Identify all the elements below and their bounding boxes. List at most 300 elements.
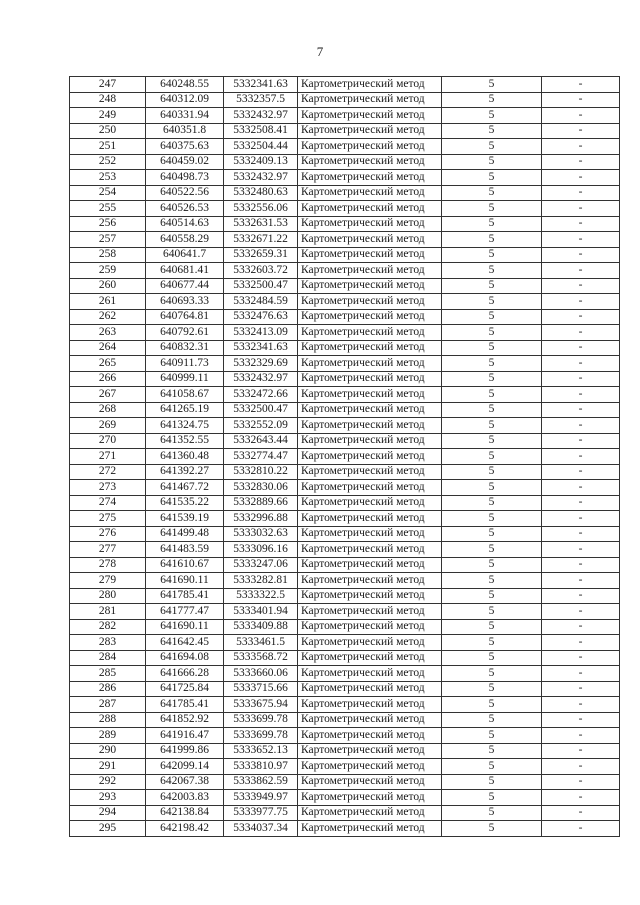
table-row xyxy=(70,650,620,666)
y-coordinate-cell: 5332603.72 xyxy=(224,263,298,279)
y-coordinate-cell: 5334037.34 xyxy=(224,821,298,837)
method-cell: Картометрический метод xyxy=(298,588,442,604)
method-cell: Картометрический метод xyxy=(298,573,442,589)
point-number-cell: 260 xyxy=(70,278,146,294)
note-cell: - xyxy=(542,371,620,387)
point-number-cell: 285 xyxy=(70,666,146,682)
method-cell: Картометрический метод xyxy=(298,728,442,744)
x-coordinate-cell: 641324.75 xyxy=(146,418,224,434)
y-coordinate-cell: 5333247.06 xyxy=(224,557,298,573)
y-coordinate-cell: 5333568.72 xyxy=(224,650,298,666)
x-coordinate-cell: 641467.72 xyxy=(146,480,224,496)
note-cell: - xyxy=(542,759,620,775)
accuracy-cell: 5 xyxy=(442,154,542,170)
method-cell: Картометрический метод xyxy=(298,123,442,139)
table-row xyxy=(70,433,620,449)
table-row xyxy=(70,557,620,573)
x-coordinate-cell: 642198.42 xyxy=(146,821,224,837)
method-cell: Картометрический метод xyxy=(298,759,442,775)
point-number-cell: 265 xyxy=(70,356,146,372)
y-coordinate-cell: 5332341.63 xyxy=(224,340,298,356)
table-row xyxy=(70,805,620,821)
y-coordinate-cell: 5333675.94 xyxy=(224,697,298,713)
accuracy-cell: 5 xyxy=(442,278,542,294)
table-row xyxy=(70,526,620,542)
table-row xyxy=(70,108,620,124)
y-coordinate-cell: 5332643.44 xyxy=(224,433,298,449)
table-row xyxy=(70,92,620,108)
method-cell: Картометрический метод xyxy=(298,216,442,232)
table-row xyxy=(70,511,620,527)
table-row xyxy=(70,542,620,558)
note-cell: - xyxy=(542,278,620,294)
y-coordinate-cell: 5332341.63 xyxy=(224,77,298,93)
note-cell: - xyxy=(542,418,620,434)
table-row xyxy=(70,573,620,589)
accuracy-cell: 5 xyxy=(442,542,542,558)
point-number-cell: 283 xyxy=(70,635,146,651)
accuracy-cell: 5 xyxy=(442,356,542,372)
method-cell: Картометрический метод xyxy=(298,480,442,496)
accuracy-cell: 5 xyxy=(442,232,542,248)
point-number-cell: 264 xyxy=(70,340,146,356)
x-coordinate-cell: 641785.41 xyxy=(146,697,224,713)
method-cell: Картометрический метод xyxy=(298,263,442,279)
point-number-cell: 287 xyxy=(70,697,146,713)
point-number-cell: 288 xyxy=(70,712,146,728)
accuracy-cell: 5 xyxy=(442,108,542,124)
x-coordinate-cell: 641690.11 xyxy=(146,619,224,635)
method-cell: Картометрический метод xyxy=(298,743,442,759)
x-coordinate-cell: 641916.47 xyxy=(146,728,224,744)
table-row xyxy=(70,139,620,155)
method-cell: Картометрический метод xyxy=(298,774,442,790)
point-number-cell: 259 xyxy=(70,263,146,279)
method-cell: Картометрический метод xyxy=(298,526,442,542)
note-cell: - xyxy=(542,309,620,325)
point-number-cell: 270 xyxy=(70,433,146,449)
note-cell: - xyxy=(542,712,620,728)
method-cell: Картометрический метод xyxy=(298,449,442,465)
note-cell: - xyxy=(542,588,620,604)
point-number-cell: 261 xyxy=(70,294,146,310)
method-cell: Картометрический метод xyxy=(298,821,442,837)
accuracy-cell: 5 xyxy=(442,340,542,356)
y-coordinate-cell: 5333282.81 xyxy=(224,573,298,589)
note-cell: - xyxy=(542,511,620,527)
point-number-cell: 263 xyxy=(70,325,146,341)
point-number-cell: 271 xyxy=(70,449,146,465)
note-cell: - xyxy=(542,92,620,108)
table-row xyxy=(70,294,620,310)
method-cell: Картометрический метод xyxy=(298,650,442,666)
y-coordinate-cell: 5332504.44 xyxy=(224,139,298,155)
x-coordinate-cell: 640514.63 xyxy=(146,216,224,232)
table-row xyxy=(70,387,620,403)
point-number-cell: 255 xyxy=(70,201,146,217)
method-cell: Картометрический метод xyxy=(298,387,442,403)
point-number-cell: 286 xyxy=(70,681,146,697)
y-coordinate-cell: 5332472.66 xyxy=(224,387,298,403)
method-cell: Картометрический метод xyxy=(298,201,442,217)
y-coordinate-cell: 5333409.88 xyxy=(224,619,298,635)
point-number-cell: 266 xyxy=(70,371,146,387)
method-cell: Картометрический метод xyxy=(298,247,442,263)
x-coordinate-cell: 641360.48 xyxy=(146,449,224,465)
table-row xyxy=(70,77,620,93)
note-cell: - xyxy=(542,294,620,310)
y-coordinate-cell: 5332500.47 xyxy=(224,278,298,294)
x-coordinate-cell: 642003.83 xyxy=(146,790,224,806)
note-cell: - xyxy=(542,77,620,93)
table-row xyxy=(70,619,620,635)
y-coordinate-cell: 5332552.09 xyxy=(224,418,298,434)
x-coordinate-cell: 640526.53 xyxy=(146,201,224,217)
accuracy-cell: 5 xyxy=(442,449,542,465)
table-row xyxy=(70,759,620,775)
y-coordinate-cell: 5332480.63 xyxy=(224,185,298,201)
y-coordinate-cell: 5332432.97 xyxy=(224,170,298,186)
point-number-cell: 277 xyxy=(70,542,146,558)
accuracy-cell: 5 xyxy=(442,216,542,232)
x-coordinate-cell: 640498.73 xyxy=(146,170,224,186)
accuracy-cell: 5 xyxy=(442,263,542,279)
x-coordinate-cell: 640248.55 xyxy=(146,77,224,93)
accuracy-cell: 5 xyxy=(442,526,542,542)
point-number-cell: 248 xyxy=(70,92,146,108)
y-coordinate-cell: 5333810.97 xyxy=(224,759,298,775)
accuracy-cell: 5 xyxy=(442,139,542,155)
note-cell: - xyxy=(542,728,620,744)
accuracy-cell: 5 xyxy=(442,464,542,480)
accuracy-cell: 5 xyxy=(442,743,542,759)
table-row xyxy=(70,774,620,790)
x-coordinate-cell: 641483.59 xyxy=(146,542,224,558)
x-coordinate-cell: 641535.22 xyxy=(146,495,224,511)
note-cell: - xyxy=(542,263,620,279)
y-coordinate-cell: 5333322.5 xyxy=(224,588,298,604)
accuracy-cell: 5 xyxy=(442,309,542,325)
method-cell: Картометрический метод xyxy=(298,805,442,821)
table-row xyxy=(70,170,620,186)
method-cell: Картометрический метод xyxy=(298,340,442,356)
note-cell: - xyxy=(542,542,620,558)
note-cell: - xyxy=(542,108,620,124)
accuracy-cell: 5 xyxy=(442,604,542,620)
x-coordinate-cell: 641610.67 xyxy=(146,557,224,573)
point-number-cell: 258 xyxy=(70,247,146,263)
point-number-cell: 280 xyxy=(70,588,146,604)
table-row xyxy=(70,449,620,465)
y-coordinate-cell: 5332659.31 xyxy=(224,247,298,263)
y-coordinate-cell: 5333032.63 xyxy=(224,526,298,542)
table-row xyxy=(70,123,620,139)
y-coordinate-cell: 5333401.94 xyxy=(224,604,298,620)
accuracy-cell: 5 xyxy=(442,650,542,666)
note-cell: - xyxy=(542,216,620,232)
point-number-cell: 252 xyxy=(70,154,146,170)
table-row xyxy=(70,263,620,279)
method-cell: Картометрический метод xyxy=(298,619,442,635)
accuracy-cell: 5 xyxy=(442,433,542,449)
y-coordinate-cell: 5332774.47 xyxy=(224,449,298,465)
accuracy-cell: 5 xyxy=(442,635,542,651)
y-coordinate-cell: 5332556.06 xyxy=(224,201,298,217)
table-row xyxy=(70,464,620,480)
point-number-cell: 292 xyxy=(70,774,146,790)
x-coordinate-cell: 641690.11 xyxy=(146,573,224,589)
accuracy-cell: 5 xyxy=(442,805,542,821)
accuracy-cell: 5 xyxy=(442,418,542,434)
method-cell: Картометрический метод xyxy=(298,309,442,325)
x-coordinate-cell: 640558.29 xyxy=(146,232,224,248)
note-cell: - xyxy=(542,619,620,635)
table-row xyxy=(70,325,620,341)
point-number-cell: 253 xyxy=(70,170,146,186)
table-row xyxy=(70,278,620,294)
point-number-cell: 257 xyxy=(70,232,146,248)
table-row xyxy=(70,604,620,620)
table-row xyxy=(70,418,620,434)
note-cell: - xyxy=(542,154,620,170)
table-row xyxy=(70,309,620,325)
x-coordinate-cell: 641499.48 xyxy=(146,526,224,542)
y-coordinate-cell: 5332671.22 xyxy=(224,232,298,248)
x-coordinate-cell: 642067.38 xyxy=(146,774,224,790)
accuracy-cell: 5 xyxy=(442,759,542,775)
method-cell: Картометрический метод xyxy=(298,325,442,341)
point-number-cell: 262 xyxy=(70,309,146,325)
note-cell: - xyxy=(542,666,620,682)
accuracy-cell: 5 xyxy=(442,666,542,682)
accuracy-cell: 5 xyxy=(442,294,542,310)
note-cell: - xyxy=(542,650,620,666)
x-coordinate-cell: 640331.94 xyxy=(146,108,224,124)
y-coordinate-cell: 5333660.06 xyxy=(224,666,298,682)
accuracy-cell: 5 xyxy=(442,123,542,139)
point-number-cell: 256 xyxy=(70,216,146,232)
x-coordinate-cell: 640459.02 xyxy=(146,154,224,170)
note-cell: - xyxy=(542,774,620,790)
note-cell: - xyxy=(542,232,620,248)
method-cell: Картометрический метод xyxy=(298,154,442,170)
note-cell: - xyxy=(542,495,620,511)
accuracy-cell: 5 xyxy=(442,247,542,263)
table-row xyxy=(70,728,620,744)
accuracy-cell: 5 xyxy=(442,712,542,728)
table-row xyxy=(70,247,620,263)
y-coordinate-cell: 5333949.97 xyxy=(224,790,298,806)
note-cell: - xyxy=(542,356,620,372)
method-cell: Картометрический метод xyxy=(298,418,442,434)
table-row xyxy=(70,356,620,372)
accuracy-cell: 5 xyxy=(442,619,542,635)
y-coordinate-cell: 5333096.16 xyxy=(224,542,298,558)
method-cell: Картометрический метод xyxy=(298,92,442,108)
note-cell: - xyxy=(542,123,620,139)
y-coordinate-cell: 5332413.09 xyxy=(224,325,298,341)
table-row xyxy=(70,681,620,697)
point-number-cell: 290 xyxy=(70,743,146,759)
note-cell: - xyxy=(542,697,620,713)
table-row xyxy=(70,821,620,837)
x-coordinate-cell: 641265.19 xyxy=(146,402,224,418)
method-cell: Картометрический метод xyxy=(298,681,442,697)
note-cell: - xyxy=(542,805,620,821)
point-number-cell: 276 xyxy=(70,526,146,542)
method-cell: Картометрический метод xyxy=(298,712,442,728)
point-number-cell: 281 xyxy=(70,604,146,620)
point-number-cell: 282 xyxy=(70,619,146,635)
x-coordinate-cell: 641539.19 xyxy=(146,511,224,527)
method-cell: Картометрический метод xyxy=(298,185,442,201)
note-cell: - xyxy=(542,790,620,806)
accuracy-cell: 5 xyxy=(442,325,542,341)
table-row xyxy=(70,588,620,604)
x-coordinate-cell: 640641.7 xyxy=(146,247,224,263)
x-coordinate-cell: 641852.92 xyxy=(146,712,224,728)
method-cell: Картометрический метод xyxy=(298,604,442,620)
x-coordinate-cell: 640693.33 xyxy=(146,294,224,310)
note-cell: - xyxy=(542,340,620,356)
x-coordinate-cell: 640351.8 xyxy=(146,123,224,139)
point-number-cell: 284 xyxy=(70,650,146,666)
x-coordinate-cell: 641642.45 xyxy=(146,635,224,651)
y-coordinate-cell: 5333652.13 xyxy=(224,743,298,759)
point-number-cell: 291 xyxy=(70,759,146,775)
note-cell: - xyxy=(542,464,620,480)
accuracy-cell: 5 xyxy=(442,557,542,573)
point-number-cell: 268 xyxy=(70,402,146,418)
coordinates-table xyxy=(69,76,620,837)
accuracy-cell: 5 xyxy=(442,681,542,697)
table-row xyxy=(70,635,620,651)
accuracy-cell: 5 xyxy=(442,573,542,589)
accuracy-cell: 5 xyxy=(442,402,542,418)
point-number-cell: 269 xyxy=(70,418,146,434)
y-coordinate-cell: 5332830.06 xyxy=(224,480,298,496)
y-coordinate-cell: 5333699.78 xyxy=(224,712,298,728)
accuracy-cell: 5 xyxy=(442,588,542,604)
method-cell: Картометрический метод xyxy=(298,666,442,682)
note-cell: - xyxy=(542,526,620,542)
point-number-cell: 273 xyxy=(70,480,146,496)
y-coordinate-cell: 5333715.66 xyxy=(224,681,298,697)
y-coordinate-cell: 5332329.69 xyxy=(224,356,298,372)
page-number: 7 xyxy=(316,44,324,59)
point-number-cell: 293 xyxy=(70,790,146,806)
accuracy-cell: 5 xyxy=(442,201,542,217)
note-cell: - xyxy=(542,681,620,697)
x-coordinate-cell: 641352.55 xyxy=(146,433,224,449)
point-number-cell: 274 xyxy=(70,495,146,511)
x-coordinate-cell: 640312.09 xyxy=(146,92,224,108)
method-cell: Картометрический метод xyxy=(298,356,442,372)
x-coordinate-cell: 641666.28 xyxy=(146,666,224,682)
method-cell: Картометрический метод xyxy=(298,402,442,418)
point-number-cell: 247 xyxy=(70,77,146,93)
y-coordinate-cell: 5332500.47 xyxy=(224,402,298,418)
table-row xyxy=(70,697,620,713)
accuracy-cell: 5 xyxy=(442,77,542,93)
accuracy-cell: 5 xyxy=(442,371,542,387)
y-coordinate-cell: 5332409.13 xyxy=(224,154,298,170)
accuracy-cell: 5 xyxy=(442,511,542,527)
point-number-cell: 254 xyxy=(70,185,146,201)
y-coordinate-cell: 5333699.78 xyxy=(224,728,298,744)
point-number-cell: 249 xyxy=(70,108,146,124)
method-cell: Картометрический метод xyxy=(298,371,442,387)
x-coordinate-cell: 641785.41 xyxy=(146,588,224,604)
y-coordinate-cell: 5333977.75 xyxy=(224,805,298,821)
table-row xyxy=(70,666,620,682)
x-coordinate-cell: 640677.44 xyxy=(146,278,224,294)
note-cell: - xyxy=(542,480,620,496)
y-coordinate-cell: 5332631.53 xyxy=(224,216,298,232)
note-cell: - xyxy=(542,402,620,418)
method-cell: Картометрический метод xyxy=(298,278,442,294)
table-row xyxy=(70,216,620,232)
method-cell: Картометрический метод xyxy=(298,170,442,186)
x-coordinate-cell: 640792.61 xyxy=(146,325,224,341)
note-cell: - xyxy=(542,635,620,651)
table-row xyxy=(70,154,620,170)
x-coordinate-cell: 640764.81 xyxy=(146,309,224,325)
x-coordinate-cell: 641777.47 xyxy=(146,604,224,620)
table-row xyxy=(70,495,620,511)
method-cell: Картометрический метод xyxy=(298,557,442,573)
note-cell: - xyxy=(542,604,620,620)
table-row xyxy=(70,480,620,496)
note-cell: - xyxy=(542,387,620,403)
table-row xyxy=(70,402,620,418)
y-coordinate-cell: 5332996.88 xyxy=(224,511,298,527)
point-number-cell: 272 xyxy=(70,464,146,480)
y-coordinate-cell: 5332810.22 xyxy=(224,464,298,480)
y-coordinate-cell: 5332889.66 xyxy=(224,495,298,511)
x-coordinate-cell: 641725.84 xyxy=(146,681,224,697)
point-number-cell: 278 xyxy=(70,557,146,573)
table-row xyxy=(70,232,620,248)
note-cell: - xyxy=(542,449,620,465)
note-cell: - xyxy=(542,247,620,263)
method-cell: Картометрический метод xyxy=(298,495,442,511)
method-cell: Картометрический метод xyxy=(298,511,442,527)
note-cell: - xyxy=(542,139,620,155)
y-coordinate-cell: 5332508.41 xyxy=(224,123,298,139)
x-coordinate-cell: 641694.08 xyxy=(146,650,224,666)
accuracy-cell: 5 xyxy=(442,387,542,403)
coordinates-table-body xyxy=(70,77,620,837)
y-coordinate-cell: 5332432.97 xyxy=(224,371,298,387)
point-number-cell: 267 xyxy=(70,387,146,403)
table-row xyxy=(70,712,620,728)
x-coordinate-cell: 640911.73 xyxy=(146,356,224,372)
note-cell: - xyxy=(542,325,620,341)
method-cell: Картометрический метод xyxy=(298,433,442,449)
table-row xyxy=(70,340,620,356)
method-cell: Картометрический метод xyxy=(298,108,442,124)
point-number-cell: 294 xyxy=(70,805,146,821)
method-cell: Картометрический метод xyxy=(298,139,442,155)
accuracy-cell: 5 xyxy=(442,821,542,837)
table-row xyxy=(70,201,620,217)
x-coordinate-cell: 640522.56 xyxy=(146,185,224,201)
method-cell: Картометрический метод xyxy=(298,542,442,558)
note-cell: - xyxy=(542,821,620,837)
x-coordinate-cell: 642099.14 xyxy=(146,759,224,775)
note-cell: - xyxy=(542,557,620,573)
